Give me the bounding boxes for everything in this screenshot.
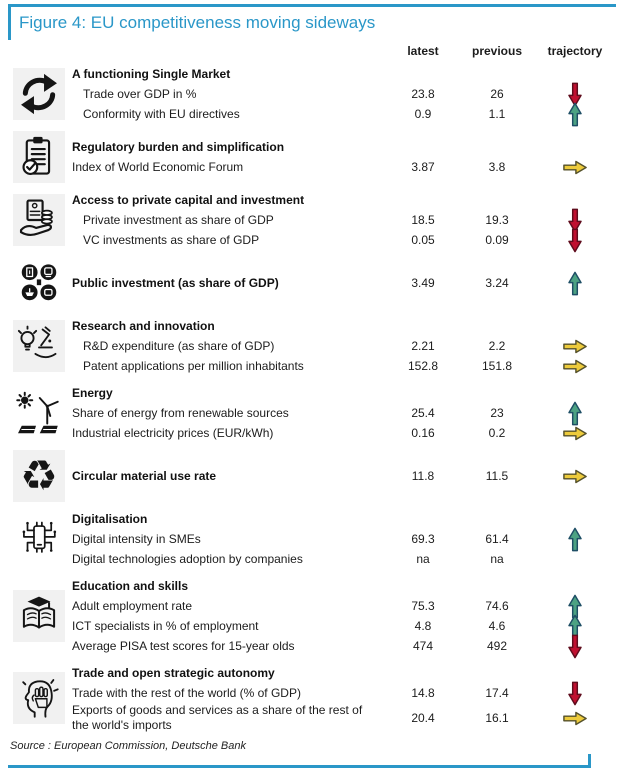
indicator-label: ICT specialists in % of employment: [72, 618, 259, 633]
section-public-investment: [6, 257, 616, 309]
trajectory-arrow: [534, 276, 616, 291]
recycle-icon: ♻: [13, 450, 65, 502]
section-title: Research and innovation: [72, 318, 215, 333]
latest-value: 11.8: [411, 468, 435, 483]
trajectory-arrow: [534, 87, 616, 102]
sync-arrows-icon: [13, 68, 65, 120]
section-circular-material: [6, 450, 616, 502]
section-title: A functioning Single Market: [72, 66, 231, 81]
previous-value: 23: [490, 405, 504, 420]
previous-value: 74.6: [485, 598, 509, 613]
source-note: Source : European Commission, Deutsche Bank: [10, 740, 247, 752]
latest-value: 23.8: [411, 86, 435, 101]
table-row: [72, 683, 616, 703]
trajectory-arrow: [534, 686, 616, 701]
indicator-label: Adult employment rate: [72, 598, 193, 613]
table-row: [72, 230, 616, 250]
section-title-row: [72, 663, 616, 683]
indicator-label: R&D expenditure (as share of GDP): [83, 338, 275, 353]
trajectory-arrow: [534, 469, 616, 484]
section-private-capital: [6, 190, 616, 250]
previous-value: na: [490, 551, 504, 566]
trajectory-arrow: [534, 426, 616, 441]
trajectory-arrow: [534, 406, 616, 421]
previous-value: 1.1: [488, 106, 506, 121]
previous-value: 17.4: [485, 685, 509, 700]
renewable-energy-icon: [13, 387, 65, 439]
section-title: Digitalisation: [72, 511, 148, 526]
section-title-row: [72, 576, 616, 596]
column-headers: [6, 44, 616, 58]
indicator-label: Average PISA test scores for 15-year olds: [72, 638, 295, 653]
research-microscope-icon: [13, 320, 65, 372]
previous-value: 151.8: [481, 358, 513, 373]
trajectory-arrow: [534, 339, 616, 354]
indicator-label: Conformity with EU directives: [83, 106, 240, 121]
indicator-label: Trade over GDP in %: [83, 86, 197, 101]
table-row: [72, 423, 616, 443]
table-row: [72, 273, 616, 293]
indicator-label: Patent applications per million inhabitants: [83, 358, 304, 373]
latest-value: 3.87: [411, 159, 435, 174]
indicator-label: Trade with the rest of the world (% of GDP): [72, 685, 301, 700]
table-row: [72, 403, 616, 423]
table-row: [72, 636, 616, 656]
previous-value: 492: [486, 638, 508, 653]
trajectory-arrow: [534, 233, 616, 248]
latest-value: na: [416, 551, 430, 566]
section-title: Public investment (as share of GDP): [72, 275, 279, 290]
page-title: Figure 4: EU competitiveness moving sideways: [19, 13, 376, 32]
trajectory-arrow: [534, 639, 616, 654]
section-regulatory: [6, 131, 616, 183]
previous-value: 26: [490, 86, 504, 101]
trajectory-arrow: [534, 599, 616, 614]
previous-value: 0.09: [485, 232, 509, 247]
latest-value: 474: [412, 638, 434, 653]
indicator-label: Private investment as share of GDP: [83, 212, 274, 227]
previous-value: 0.2: [488, 425, 506, 440]
table-row: [72, 466, 616, 486]
digital-chip-icon: [13, 513, 65, 565]
trajectory-arrow: [534, 213, 616, 228]
column-header-previous: previous: [471, 44, 522, 58]
previous-value: 2.2: [488, 338, 506, 353]
indicator-label: VC investments as share of GDP: [83, 232, 260, 247]
section-title: Circular material use rate: [72, 468, 217, 483]
latest-value: 20.4: [411, 710, 435, 725]
latest-value: 0.16: [411, 425, 435, 440]
section-title: Access to private capital and investment: [72, 192, 305, 207]
table-row: [72, 529, 616, 549]
indicator-label: Exports of goods and services as a share of the rest of the world's imports: [72, 703, 363, 732]
indicator-label: Share of energy from renewable sources: [72, 405, 289, 420]
section-trade-autonomy: [6, 663, 616, 733]
section-title-row: [72, 64, 616, 84]
figure-bottom-frame: [8, 754, 591, 768]
section-title: Energy: [72, 385, 113, 400]
table-row: [72, 703, 616, 733]
section-single-market: [6, 64, 616, 124]
previous-value: 3.24: [485, 275, 509, 290]
indicator-label: Digital intensity in SMEs: [72, 531, 201, 546]
latest-value: 3.49: [411, 275, 435, 290]
table-row: [72, 84, 616, 104]
section-education: [6, 576, 616, 656]
previous-value: 61.4: [485, 531, 509, 546]
trajectory-arrow: [534, 711, 616, 726]
trajectory-arrow: [534, 619, 616, 634]
table-row: [72, 356, 616, 376]
table-row: [72, 549, 616, 569]
trajectory-arrow: [534, 160, 616, 175]
table-row: [72, 596, 616, 616]
section-title-row: [72, 509, 616, 529]
previous-value: 11.5: [485, 468, 509, 483]
section-title-row: [72, 190, 616, 210]
section-title-row: [72, 383, 616, 403]
section-research: [6, 316, 616, 376]
latest-value: 2.21: [411, 338, 435, 353]
table-row: [72, 616, 616, 636]
trajectory-arrow: [534, 532, 616, 547]
previous-value: 3.8: [488, 159, 506, 174]
previous-value: 19.3: [485, 212, 509, 227]
table-row: [72, 336, 616, 356]
indicator-label: Industrial electricity prices (EUR/kWh): [72, 425, 274, 440]
latest-value: 0.9: [414, 106, 432, 121]
section-title-row: [72, 137, 616, 157]
latest-value: 4.8: [414, 618, 432, 633]
previous-value: 4.6: [488, 618, 506, 633]
indicator-label: Digital technologies adoption by companies: [72, 551, 303, 566]
section-digitalisation: [6, 509, 616, 569]
table-row: [72, 210, 616, 230]
section-title-row: [72, 316, 616, 336]
head-fist-icon: [13, 672, 65, 724]
section-title: Education and skills: [72, 578, 189, 593]
section-title: Trade and open strategic autonomy: [72, 665, 275, 680]
latest-value: 69.3: [411, 531, 435, 546]
trajectory-arrow: [534, 359, 616, 374]
latest-value: 25.4: [411, 405, 435, 420]
latest-value: 0.05: [411, 232, 435, 247]
hand-capital-icon: [13, 194, 65, 246]
education-book-icon: [13, 590, 65, 642]
latest-value: 18.5: [411, 212, 435, 227]
table-row: [72, 157, 616, 177]
trajectory-arrow: [534, 107, 616, 122]
section-title: Regulatory burden and simplification: [72, 139, 285, 154]
latest-value: 152.8: [407, 358, 439, 373]
infrastructure-icon: [13, 257, 65, 309]
trajectory-arrow: [534, 552, 616, 567]
latest-value: 75.3: [411, 598, 435, 613]
section-energy: [6, 383, 616, 443]
latest-value: 14.8: [411, 685, 435, 700]
column-header-trajectory: trajectory: [547, 44, 603, 58]
column-header-latest: latest: [407, 44, 439, 58]
figure-title-frame: [8, 4, 616, 40]
previous-value: 16.1: [485, 710, 509, 725]
table-row: [72, 104, 616, 124]
indicator-label: Index of World Economic Forum: [72, 159, 244, 174]
clipboard-check-icon: [13, 131, 65, 183]
